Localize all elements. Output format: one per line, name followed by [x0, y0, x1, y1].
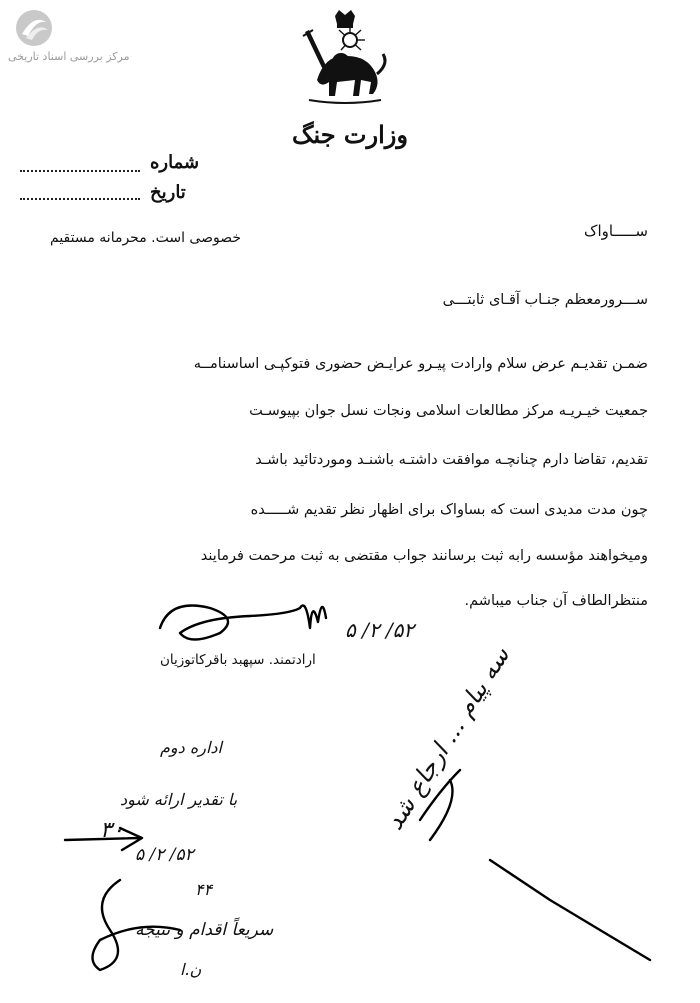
- handwritten-note-slanted: سه پیام ... ارجاع شد: [380, 641, 515, 835]
- archive-center-logo-icon: [14, 8, 54, 48]
- watermark-text: مرکز بررسی اسناد تاریخی: [8, 50, 130, 63]
- handwritten-number: ۴۴: [195, 880, 213, 899]
- handwritten-number: ۳۰: [100, 818, 124, 843]
- handwritten-note: ن.ا: [180, 960, 202, 979]
- handwritten-signature-icon: [80, 870, 200, 980]
- ministry-title: وزارت جنگ: [292, 120, 408, 149]
- number-field: [20, 170, 140, 172]
- handwritten-note: سریعاً اقدام و نتیجه: [135, 920, 274, 940]
- recipient: ســـــاواک: [584, 222, 648, 240]
- handwritten-scribble-icon: [400, 760, 660, 970]
- body-line: جمعیت خیـریـه مرکز مطالعات اسلامی ونجات نسل جوان بپیوسـت: [249, 403, 648, 419]
- date-field: [20, 198, 140, 200]
- body-line: ضمـن تقدیـم عرض سلام وارادت پیـرو عرایـض حضوری فتوکپـی اساسنامــه: [193, 356, 648, 372]
- lion-and-sun-emblem-icon: [295, 10, 395, 105]
- handwritten-date: ۵ /۲ /۵۲: [135, 845, 194, 865]
- letter-date: ۵ /۲ /۵۲: [345, 618, 415, 642]
- number-label: شماره: [150, 152, 200, 173]
- signatory: ارادتمند. سپهبد باقرکاتوزیان: [160, 652, 316, 668]
- body-line: منتظرالطاف آن جناب میباشم.: [464, 593, 648, 609]
- signature-icon: [150, 578, 330, 648]
- handwritten-arrow-icon: [60, 820, 150, 860]
- body-line: ومیخواهند مؤسسه رابه ثبت برسانند جواب مقتضی به ثبت مرحمت فرمایند: [200, 548, 648, 564]
- body-line: چون مدت مدیدی است که بساواک برای اظهار نظر تقدیم شـــــده: [250, 502, 648, 518]
- date-label: تاریخ: [150, 182, 186, 203]
- salutation: ســـرورمعظم جنـاب آقـای ثابتـــی: [442, 292, 648, 308]
- handwritten-note: اداره دوم: [160, 738, 222, 757]
- classification: خصوصی است. محرمانه مستقیم: [50, 230, 242, 246]
- handwritten-note: با تقدیر ارائه شود: [120, 790, 238, 809]
- body-line: تقدیم، تقاضا دارم چنانچـه موافقت داشتـه باشنـد وموردتائید باشـد: [255, 452, 648, 468]
